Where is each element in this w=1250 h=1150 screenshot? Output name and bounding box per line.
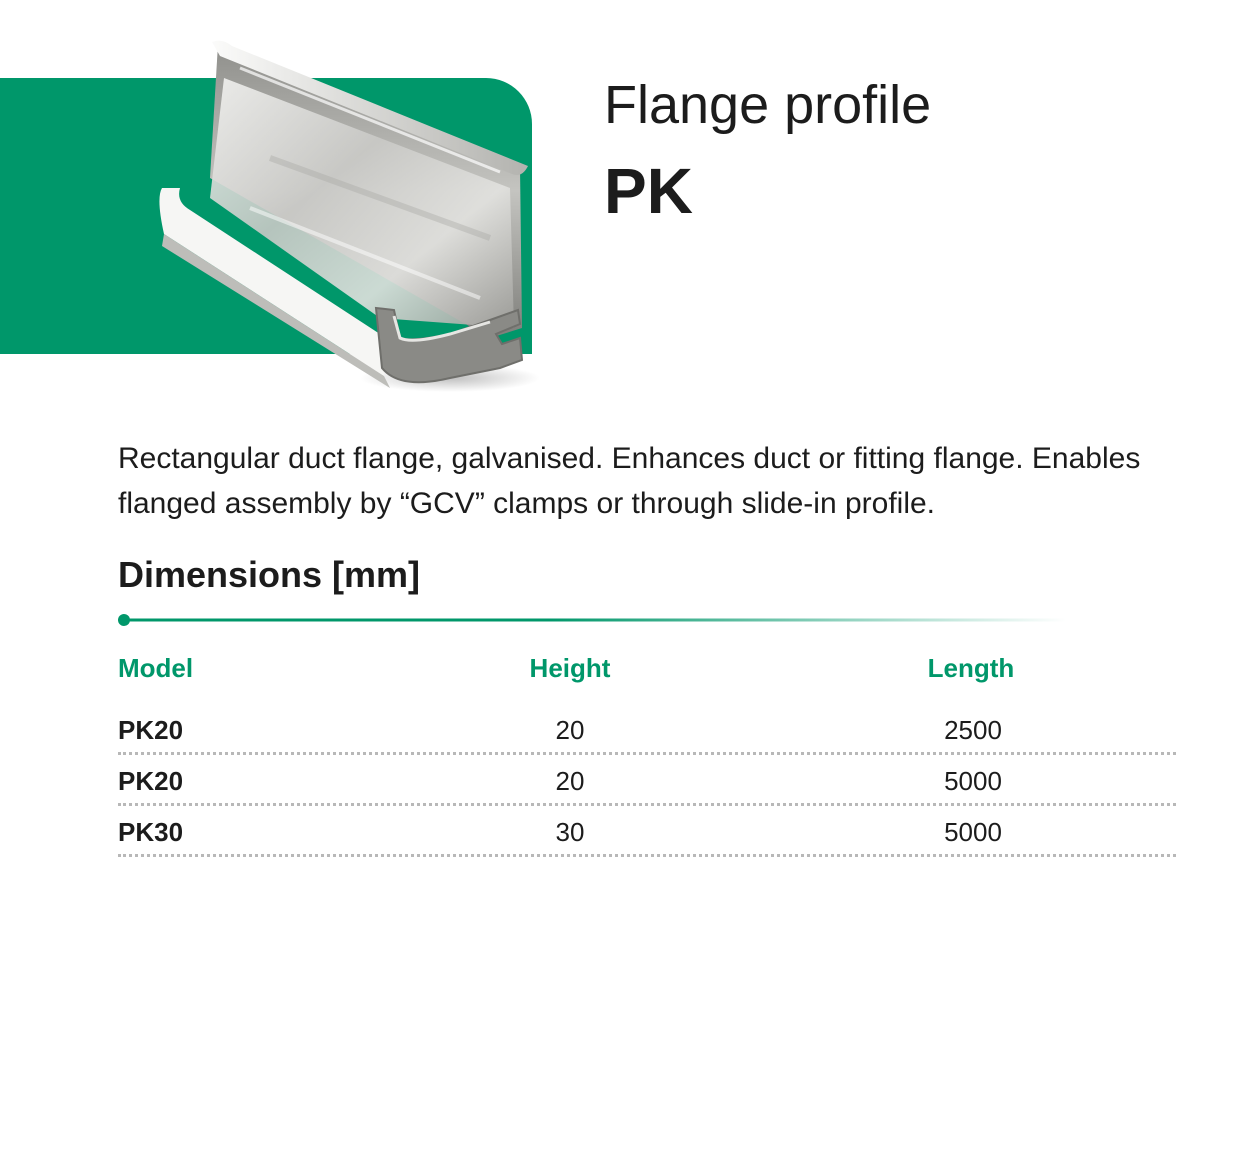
table-row xyxy=(118,808,1176,857)
cell-length: 5000 xyxy=(944,766,1002,796)
cell-height: 20 xyxy=(555,766,585,796)
dimensions-heading: Dimensions [mm] xyxy=(118,554,421,595)
dimensions-table xyxy=(118,650,1176,859)
cell-height: 20 xyxy=(555,715,585,745)
cell-model: PK20 xyxy=(118,715,184,745)
product-title: PK xyxy=(604,155,693,227)
product-category: Flange profile xyxy=(604,75,932,135)
column-header-model: Model xyxy=(118,653,194,683)
section-divider xyxy=(116,612,1066,628)
column-header-height: Height xyxy=(529,653,611,683)
cell-length: 5000 xyxy=(944,817,1002,847)
cell-length: 2500 xyxy=(944,715,1002,745)
table-row xyxy=(118,706,1176,755)
cell-model: PK30 xyxy=(118,817,184,847)
table-row xyxy=(118,757,1176,806)
table-header-row xyxy=(118,650,1176,700)
product-description: Rectangular duct flange, galvanised. Enhances duct or fitting flange. Enables flanged assembly by “GCV” clamps or through slide-in profile. xyxy=(118,442,1141,520)
cell-model: PK20 xyxy=(118,766,184,796)
column-header-length: Length xyxy=(927,653,1015,683)
cell-height: 30 xyxy=(555,817,585,847)
product-image xyxy=(150,38,550,398)
